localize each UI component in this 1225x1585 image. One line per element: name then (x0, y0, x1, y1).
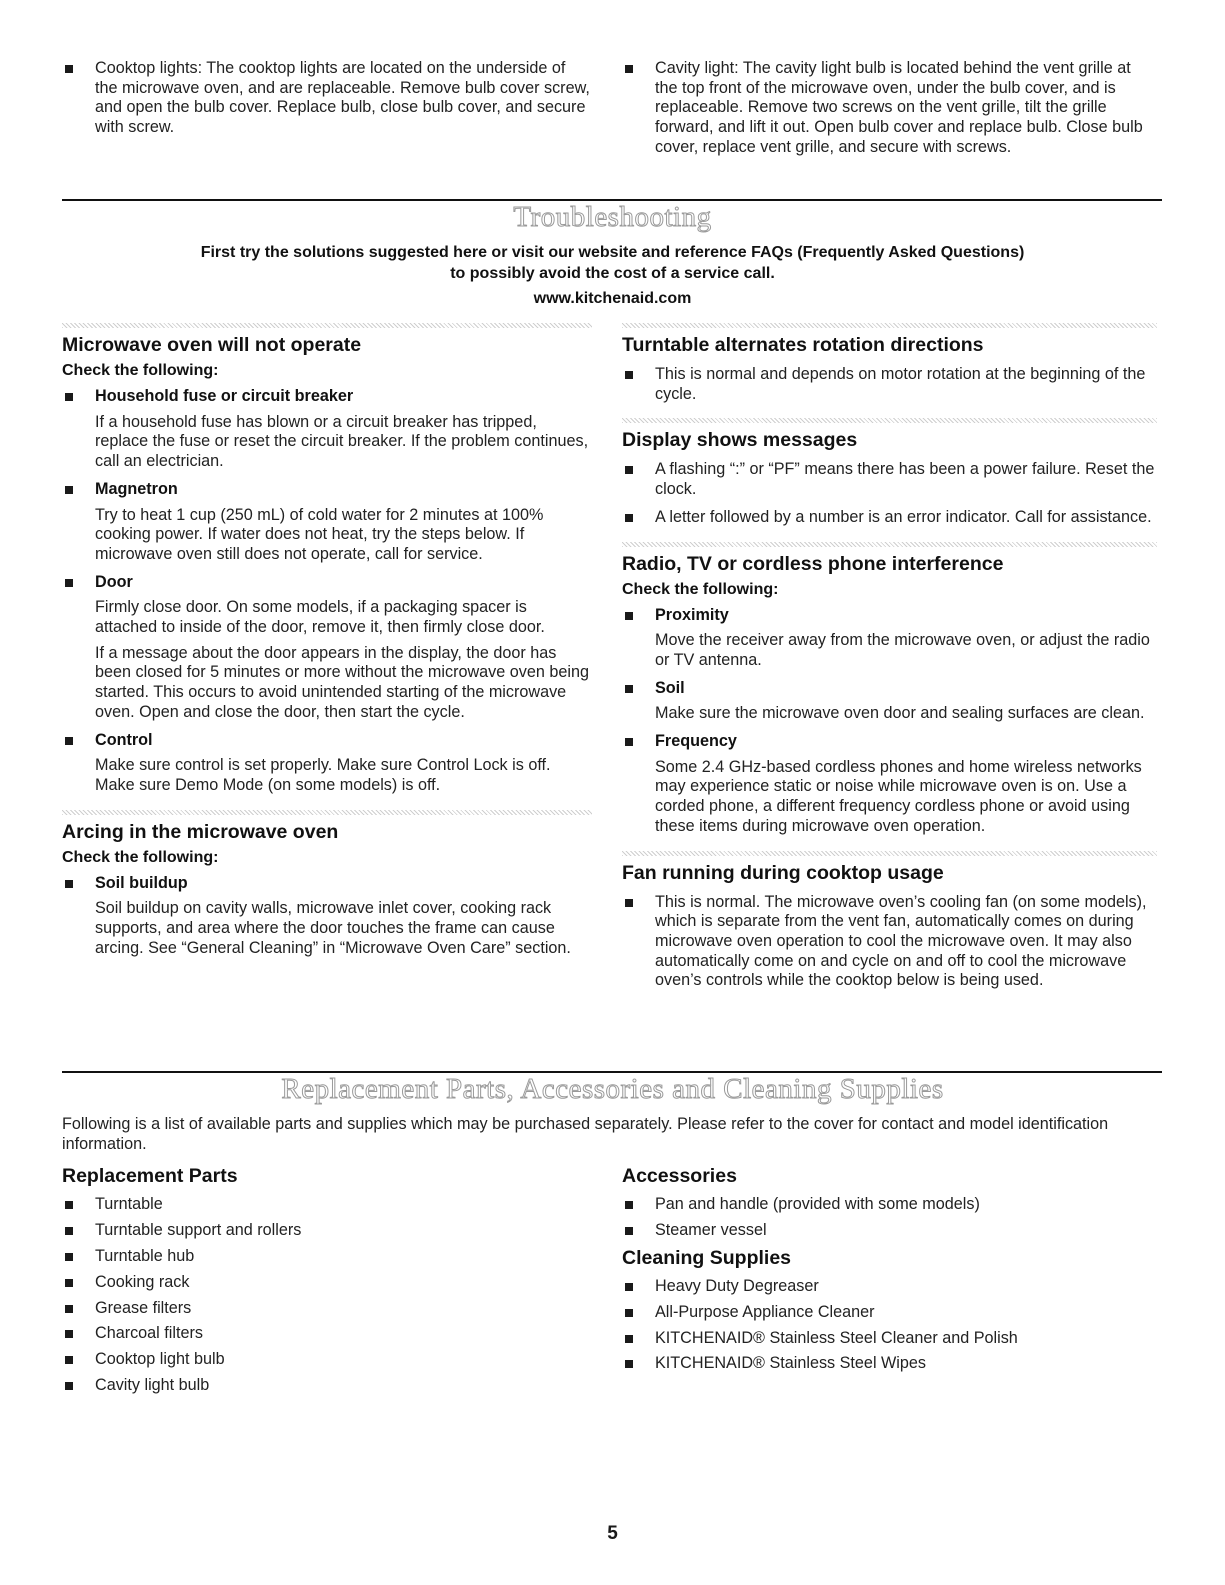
list-item (62, 1273, 592, 1293)
bullet-icon (625, 371, 633, 379)
list-item (622, 1277, 1157, 1297)
item-text: Soil buildup on cavity walls, microwave inlet cover, cooking rack supports, and area where the door touches the frame can cause arcing. See “General Cleaning” in “Microwave Oven Care” section. (95, 899, 571, 957)
list-item (622, 679, 1157, 699)
list-item (622, 1195, 1157, 1215)
item-text: Make sure control is set properly. Make sure Control Lock is off. Make sure Demo Mode (on some models) is off. (95, 756, 551, 794)
bullet-icon (625, 1360, 633, 1368)
bullet-icon (65, 1227, 73, 1235)
replacement-parts-heading: Replacement Parts (62, 1165, 238, 1187)
list-item (62, 1376, 592, 1396)
list-item (622, 1221, 1157, 1241)
bullet-icon (65, 1201, 73, 1209)
website-link[interactable]: www.kitchenaid.com (533, 290, 692, 307)
bullet-icon (65, 1382, 73, 1390)
microwave-not-operate-heading: Microwave oven will not operate (62, 334, 362, 356)
list-item (62, 1324, 592, 1344)
item-text: Turntable hub (95, 1246, 195, 1265)
list-item (62, 573, 592, 593)
hatch-divider (622, 323, 1157, 328)
cooktop-lights-text: Cooktop lights: The cooktop lights are located on the underside of the microwave oven, and are replaceable. Remove bulb cover screw, and open the bulb cover. Replace bulb, close bulb cover, and secure with screw. (95, 59, 590, 137)
cavity-light-text: Cavity light: The cavity light bulb is located behind the vent grille at the top front of the microwave oven, under the bulb cover, and is replaceable. Remove two screws on the vent grille, tilt the grille forward, and lift it out. Open bulb cover and replace bulb. Close bulb cover, replace vent grille, and secure with screws. (655, 59, 1143, 156)
item-text: KITCHENAID® Stainless Steel Cleaner and Polish (655, 1328, 1018, 1347)
intro-line-1: First try the solutions suggested here or visit our website and reference FAQs (Frequently Asked Questions) (200, 244, 1025, 261)
check-following-label: Check the following: (622, 580, 779, 598)
check-following-label: Check the following: (62, 848, 219, 866)
troubleshooting-intro (0, 242, 1225, 309)
item-text: Some 2.4 GHz-based cordless phones and home wireless networks may experience static or noise while microwave oven is on. Use a corded phone, a different frequency cordless phone or avoid using these items during microwave oven operation. (655, 757, 1142, 835)
item-text: A letter followed by a number is an error indicator. Call for assistance. (655, 507, 1152, 526)
item-heading: Frequency (655, 732, 737, 751)
item-text: If a message about the door appears in the display, the door has been closed for 5 minutes or more without the microwave oven being started. This occurs to avoid unintended starting of the microwave oven. Open and close the door, then start the cycle. (95, 643, 589, 721)
list-item (622, 365, 1157, 404)
bullet-icon (625, 1283, 633, 1291)
bullet-icon (625, 466, 633, 474)
bullet-icon (65, 1330, 73, 1338)
troubleshooting-left-column (62, 323, 592, 958)
bullet-icon (65, 880, 73, 888)
bullet-icon (625, 65, 633, 73)
item-text: Cavity light bulb (95, 1376, 210, 1395)
list-item (62, 1350, 592, 1370)
list-item (622, 460, 1157, 499)
bullet-icon (65, 1356, 73, 1364)
hatch-divider (62, 810, 592, 815)
list-item (62, 731, 592, 751)
page-number: 5 (607, 1523, 618, 1544)
bullet-icon (65, 393, 73, 401)
item-text: Firmly close door. On some models, if a packaging spacer is attached to inside of the door, remove it, then firmly close door. (95, 598, 545, 637)
turntable-heading: Turntable alternates rotation directions (622, 334, 984, 356)
replacement-parts-column (62, 1165, 592, 1402)
item-text: Turntable support and rollers (95, 1220, 302, 1239)
item-text: Move the receiver away from the microwave oven, or adjust the radio or TV antenna. (655, 631, 1150, 669)
bullet-icon (625, 1227, 633, 1235)
item-text: Turntable (95, 1195, 163, 1213)
check-following-label: Check the following: (62, 362, 219, 379)
item-heading: Soil (655, 678, 685, 697)
list-item (622, 893, 1157, 992)
bullet-icon (65, 1279, 73, 1287)
bullet-icon (625, 612, 633, 620)
item-text: This is normal. The microwave oven’s cooling fan (on some models), which is separate from the vent fan, automatically comes on during microwave oven operation to cool the microwave oven. It may also automatically come on and cycle on and off to cool the microwave oven’s controls while the cooktop below is being used. (655, 892, 1147, 990)
cavity-light-note (622, 59, 1157, 158)
bullet-icon (65, 65, 73, 73)
hatch-divider (622, 418, 1157, 423)
intro-line-2: to possibly avoid the cost of a service call. (450, 265, 775, 282)
bullet-icon (625, 738, 633, 746)
accessories-column (622, 1165, 1157, 1380)
item-text: Heavy Duty Degreaser (655, 1276, 819, 1295)
troubleshooting-right-column (622, 323, 1157, 991)
item-text: Steamer vessel (655, 1220, 767, 1239)
cleaning-supplies-heading: Cleaning Supplies (622, 1246, 792, 1269)
item-heading: Door (95, 572, 133, 591)
radio-interference-heading: Radio, TV or cordless phone interference (622, 552, 1004, 575)
item-text: Cooktop light bulb (95, 1350, 225, 1369)
bullet-icon (625, 899, 633, 907)
bullet-icon (65, 1253, 73, 1261)
list-item (622, 1303, 1157, 1323)
list-item (62, 480, 592, 500)
item-text: Charcoal filters (95, 1324, 203, 1343)
list-item (622, 1354, 1157, 1374)
bullet-icon (65, 1305, 73, 1313)
hatch-divider (62, 323, 592, 328)
fan-running-heading: Fan running during cooktop usage (622, 861, 944, 884)
item-heading: Control (95, 730, 153, 749)
list-item (62, 387, 592, 407)
list-item (62, 1195, 592, 1215)
parts-intro: Following is a list of available parts and supplies which may be purchased separately. Please refer to the cover for contact and model identification information. (62, 1115, 1109, 1153)
list-item (62, 1299, 592, 1319)
item-text: Pan and handle (provided with some models) (655, 1195, 980, 1213)
hatch-divider (622, 851, 1157, 856)
bullet-icon (65, 486, 73, 494)
parts-section-title: Replacement Parts, Accessories and Cleaning Supplies (281, 1073, 944, 1105)
accessories-heading: Accessories (622, 1165, 737, 1187)
list-item (62, 1247, 592, 1267)
troubleshooting-title: Troubleshooting (513, 201, 712, 233)
list-item (622, 508, 1157, 528)
item-text: Cooking rack (95, 1272, 190, 1291)
item-text: All-Purpose Appliance Cleaner (655, 1302, 875, 1321)
arcing-heading: Arcing in the microwave oven (62, 820, 339, 843)
bullet-icon (65, 579, 73, 587)
cooktop-lights-note (62, 59, 592, 138)
item-heading: Proximity (655, 605, 729, 624)
display-heading: Display shows messages (622, 429, 858, 452)
item-text: If a household fuse has blown or a circuit breaker has tripped, replace the fuse or reset the circuit breaker. If the problem continues, call an electrician. (95, 412, 589, 471)
list-item (62, 874, 592, 894)
item-heading: Soil buildup (95, 873, 188, 892)
bullet-icon (625, 1201, 633, 1209)
item-text: A flashing “:” or “PF” means there has been a power failure. Reset the clock. (655, 460, 1155, 499)
item-heading: Household fuse or circuit breaker (95, 387, 354, 405)
bullet-icon (625, 685, 633, 693)
item-text: Try to heat 1 cup (250 mL) of cold water for 2 minutes at 100% cooking power. If water does not heat, try the steps below. If microwave oven still does not operate, call for service. (95, 505, 544, 563)
item-text: KITCHENAID® Stainless Steel Wipes (655, 1354, 927, 1373)
hatch-divider (622, 542, 1157, 547)
item-text: Grease filters (95, 1298, 192, 1317)
list-item (622, 1329, 1157, 1349)
list-item (622, 732, 1157, 752)
bullet-icon (65, 737, 73, 745)
item-text: Make sure the microwave oven door and sealing surfaces are clean. (655, 704, 1145, 723)
list-item (62, 1221, 592, 1241)
list-item (622, 606, 1157, 626)
item-heading: Magnetron (95, 479, 178, 498)
bullet-icon (625, 1335, 633, 1343)
bullet-icon (625, 514, 633, 522)
bullet-icon (625, 1309, 633, 1317)
item-text: This is normal and depends on motor rotation at the beginning of the cycle. (655, 365, 1146, 403)
